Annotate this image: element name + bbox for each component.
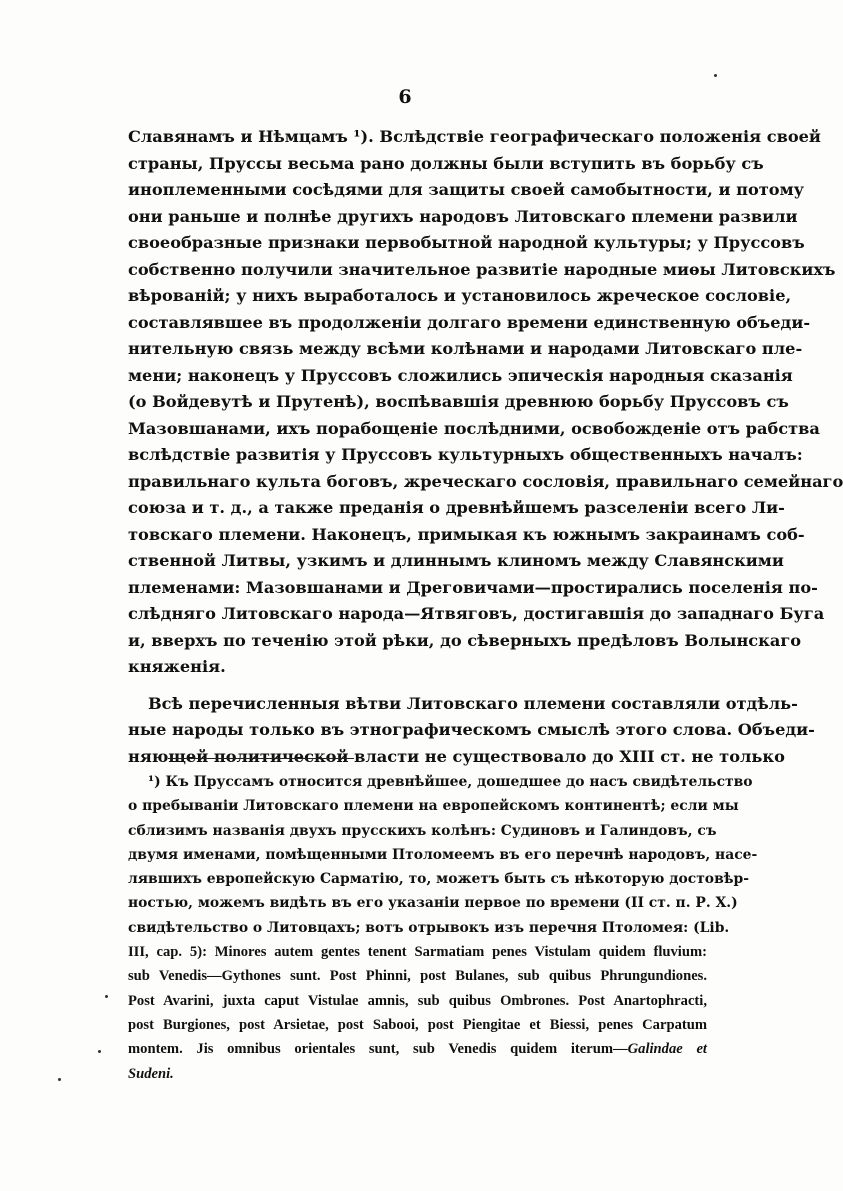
- footnote-latin-line: III, cap. 5): Minores autem gentes tenent Sarmatiam penes Vistulam quidem fluvium:: [128, 944, 707, 961]
- footnote-line: о пребываніи Литовскаго племени на европейскомъ континентѣ; если мы: [128, 798, 739, 815]
- text-line: вслѣдствіе развитія у Пруссовъ культурныхъ общественныхъ началъ:: [128, 445, 803, 464]
- footnote-latin-line: post Burgiones, post Arsietae, post Sabooi, post Piengitae et Biessi, penes Carpatum: [128, 1016, 707, 1033]
- scan-speck: [98, 1050, 101, 1053]
- text-line: Мазовшанами, ихъ порабощеніе послѣдними, освобожденіе отъ рабства: [128, 418, 820, 438]
- text-line: няющей политической власти не существовало до XIII ст. не только: [128, 746, 785, 766]
- scan-speck: [58, 1078, 61, 1081]
- text-line: правильнаго культа боговъ, жреческаго сословія, правильнаго семейнаго: [128, 471, 843, 491]
- text-line: составлявшее въ продолженіи долгаго времени единственную объеди-: [128, 312, 811, 332]
- footnote-latin-line: [128, 1037, 707, 1061]
- text-line: (о Войдевутѣ и Прутенѣ), воспѣвавшія древнюю борьбу Пруссовъ съ: [128, 392, 789, 411]
- footnote-latin-line: sub Venedis—Gythones sunt. Post Phinni, post Bulanes, sub quibus Phrungundiones.: [128, 968, 707, 985]
- main-text: [128, 124, 843, 770]
- footnote-line: ¹) Къ Пруссамъ относится древнѣйшее, дошедшее до насъ свидѣтельство: [148, 774, 753, 790]
- footnote-line: двумя именами, помѣщенными Птоломеемъ въ его перечнѣ народовъ, насе-: [128, 846, 758, 863]
- text-line: собственно получили значительное развитіе народные миѳы Литовскихъ: [128, 259, 836, 279]
- footnote-line: ностью, можемъ видѣть въ его указаніи первое по времени (II ст. п. Р. X.): [128, 895, 738, 912]
- page-number: 6: [398, 86, 412, 108]
- text-line: ные народы только въ этнографическомъ смыслѣ этого слова. Объеди-: [128, 720, 815, 739]
- footnote-latin-line: Post Avarini, juxta caput Vistulae amnis, sub quibus Ombrones. Post Anartophracti,: [128, 992, 707, 1009]
- text-line: княженія.: [128, 657, 226, 676]
- text-line: нительную связь между всѣми колѣнами и народами Литовскаго пле-: [128, 339, 803, 358]
- footnote-line: лявшихъ европейскую Сарматію, то, можетъ быть съ нѣкоторую достовѣр-: [128, 871, 749, 888]
- footnote-latin-plain: montem. Jis omnibus orientales sunt, sub Venedis quidem iterum—: [128, 1041, 628, 1058]
- text-line: ственной Литвы, узкимъ и длиннымъ клиномъ между Славянскими: [128, 551, 784, 570]
- text-line: Всѣ перечисленныя вѣтви Литовскаго племени составляли отдѣль-: [148, 693, 798, 713]
- text-line: племенами: Мазовшанами и Дреговичами—простирались поселенія по-: [128, 577, 818, 597]
- footnote-divider: [168, 758, 354, 759]
- text-line: мени; наконецъ у Пруссовъ сложились эпическія народныя сказанія: [128, 365, 793, 385]
- text-line: вѣрованій; у нихъ выработалось и установилось жреческое сословіе,: [128, 286, 792, 305]
- footnote-line: сблизимъ названія двухъ прусскихъ колѣнъ: Судиновъ и Галиндовъ, съ: [128, 822, 717, 839]
- footnote-latin-italic: Galindae et: [627, 1041, 707, 1058]
- text-line: они раньше и полнѣе другихъ народовъ Литовскаго племени развили: [128, 206, 798, 226]
- scan-speck: [105, 995, 108, 998]
- text-line: своеобразные признаки первобытной народной культуры; у Пруссовъ: [128, 233, 805, 252]
- text-line: иноплеменными сосѣдями для защиты своей самобытности, и потому: [128, 180, 805, 199]
- text-line: страны, Пруссы весьма рано должны были вступить въ борьбу съ: [128, 153, 764, 173]
- text-line: союза и т. д., а также преданія о древнѣйшемъ разселеніи всего Ли-: [128, 498, 785, 517]
- footnote-line: свидѣтельство о Литовцахъ; вотъ отрывокъ изъ перечня Птоломея: (Lib.: [128, 919, 730, 936]
- footnote: [128, 770, 758, 1086]
- text-line: и, вверхъ по теченію этой рѣки, до сѣверныхъ предѣловъ Волынскаго: [128, 630, 802, 650]
- scan-speck: [714, 74, 717, 77]
- text-line: слѣдняго Литовскаго народа—Ятвяговъ, достигавшія до западнаго Буга: [128, 604, 825, 623]
- text-line: товскаго племени. Наконецъ, примыкая къ южнымъ закраинамъ соб-: [128, 524, 805, 544]
- footnote-final-word: Sudeni.: [128, 1065, 174, 1082]
- text-line: Славянамъ и Нѣмцамъ ¹). Вслѣдствіе географическаго положенія своей: [128, 127, 821, 146]
